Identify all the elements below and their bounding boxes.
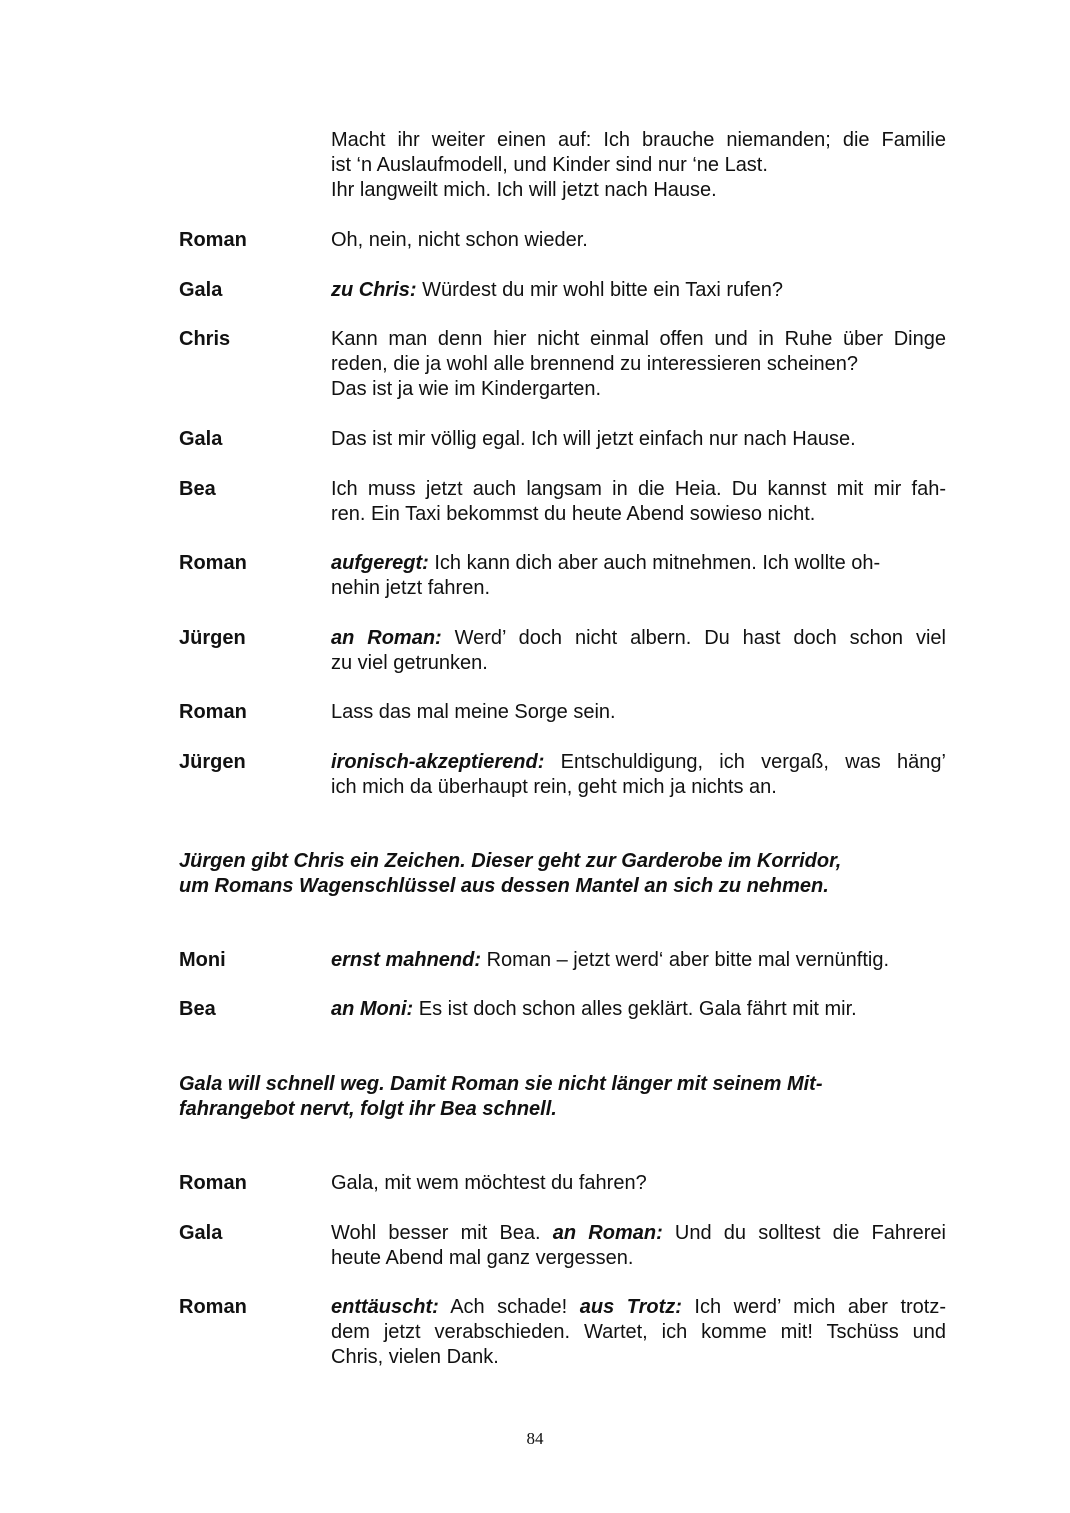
stage-direction-inline: an Roman: xyxy=(331,627,442,649)
speaker-name: Gala xyxy=(179,1222,223,1244)
speaker-name: Bea xyxy=(179,998,216,1020)
text-line xyxy=(331,750,946,775)
stage-direction-inline: ironisch-akzeptierend: xyxy=(331,751,545,773)
text-line: ren. Ein Taxi bekommst du heute Abend sowieso nicht. xyxy=(331,503,816,525)
text-line: ist ‘n Auslaufmodell, und Kinder sind nur ‘ne Last. xyxy=(331,154,768,176)
page-number: 84 xyxy=(526,1429,544,1448)
text-line: Ich muss jetzt auch langsam in die Heia. Du kannst mit mir fah- xyxy=(331,478,946,500)
speaker-name: Roman xyxy=(179,552,247,574)
stage-direction-inline: aus Trotz: xyxy=(579,1296,682,1318)
text-line: dem jetzt verabschieden. Wartet, ich komme mit! Tschüss und xyxy=(331,1321,946,1343)
speaker-name: Moni xyxy=(179,949,226,971)
stage-direction-inline: aufgeregt: xyxy=(331,552,429,574)
text-span: Würdest du mir wohl bitte ein Taxi rufen? xyxy=(416,279,784,301)
speaker-name: Jürgen xyxy=(179,627,246,649)
text-line: Gala, mit wem möchtest du fahren? xyxy=(331,1172,647,1194)
stage-direction-inline: an Moni: xyxy=(331,998,414,1020)
speaker-name: Gala xyxy=(179,428,223,450)
text-line xyxy=(331,278,946,303)
text-line xyxy=(331,997,946,1022)
speaker-name: Roman xyxy=(179,1296,247,1318)
text-span: Ich werd’ mich aber trotz- xyxy=(681,1296,947,1318)
text-line: Kann man denn hier nicht einmal offen und in Ruhe über Dinge xyxy=(331,328,946,350)
text-line: ich mich da überhaupt rein, geht mich ja nichts an. xyxy=(331,776,777,798)
text-span: Ich kann dich aber auch mitnehmen. Ich wollte oh- xyxy=(428,552,881,574)
text-span: Wohl besser mit Bea. xyxy=(331,1222,553,1244)
stage-direction-inline: zu Chris: xyxy=(331,279,417,301)
text-span: Es ist doch schon alles geklärt. Gala fährt mit mir. xyxy=(413,998,857,1020)
text-line: nehin jetzt fahren. xyxy=(331,577,490,599)
text-line xyxy=(331,1295,946,1320)
text-line xyxy=(331,948,946,973)
text-span: Entschuldigung, ich vergaß, was häng’ xyxy=(544,751,946,773)
stage-direction-inline: an Roman: xyxy=(552,1222,663,1244)
stage-direction: um Romans Wagenschlüssel aus dessen Mantel an sich zu nehmen. xyxy=(179,875,829,897)
text-line: heute Abend mal ganz vergessen. xyxy=(331,1247,634,1269)
speaker-name: Roman xyxy=(179,1172,247,1194)
text-span: Ach schade! xyxy=(438,1296,580,1318)
text-line xyxy=(331,1221,946,1246)
text-span: Werd’ doch nicht albern. Du hast doch schon viel xyxy=(441,627,946,649)
text-line: Chris, vielen Dank. xyxy=(331,1346,499,1368)
text-line: Ihr langweilt mich. Ich will jetzt nach Hause. xyxy=(331,179,717,201)
stage-direction: Gala will schnell weg. Damit Roman sie nicht länger mit seinem Mit- xyxy=(179,1073,823,1095)
stage-direction-inline: ernst mahnend: xyxy=(331,949,482,971)
text-line: zu viel getrunken. xyxy=(331,652,488,674)
text-line: Macht ihr weiter einen auf: Ich brauche niemanden; die Familie xyxy=(331,129,946,151)
text-line: Das ist mir völlig egal. Ich will jetzt einfach nur nach Hause. xyxy=(331,428,856,450)
speaker-name: Roman xyxy=(179,229,247,251)
stage-direction-inline: enttäuscht: xyxy=(331,1296,439,1318)
text-line xyxy=(331,626,946,651)
text-line xyxy=(331,551,946,576)
stage-direction: Jürgen gibt Chris ein Zeichen. Dieser geht zur Garderobe im Korridor, xyxy=(179,850,842,872)
text-line: Lass das mal meine Sorge sein. xyxy=(331,701,616,723)
speaker-name: Bea xyxy=(179,478,216,500)
text-line: reden, die ja wohl alle brennend zu interessieren scheinen? xyxy=(331,353,859,375)
text-line: Oh, nein, nicht schon wieder. xyxy=(331,229,588,251)
stage-direction: fahrangebot nervt, folgt ihr Bea schnell. xyxy=(179,1098,557,1120)
text-span: Roman – jetzt werd‘ aber bitte mal vernünftig. xyxy=(481,949,889,971)
speaker-name: Chris xyxy=(179,328,231,350)
text-line: Das ist ja wie im Kindergarten. xyxy=(331,378,602,400)
speaker-name: Roman xyxy=(179,701,247,723)
speaker-name: Jürgen xyxy=(179,751,246,773)
text-span: Und du solltest die Fahrerei xyxy=(662,1222,946,1244)
speaker-name: Gala xyxy=(179,279,223,301)
